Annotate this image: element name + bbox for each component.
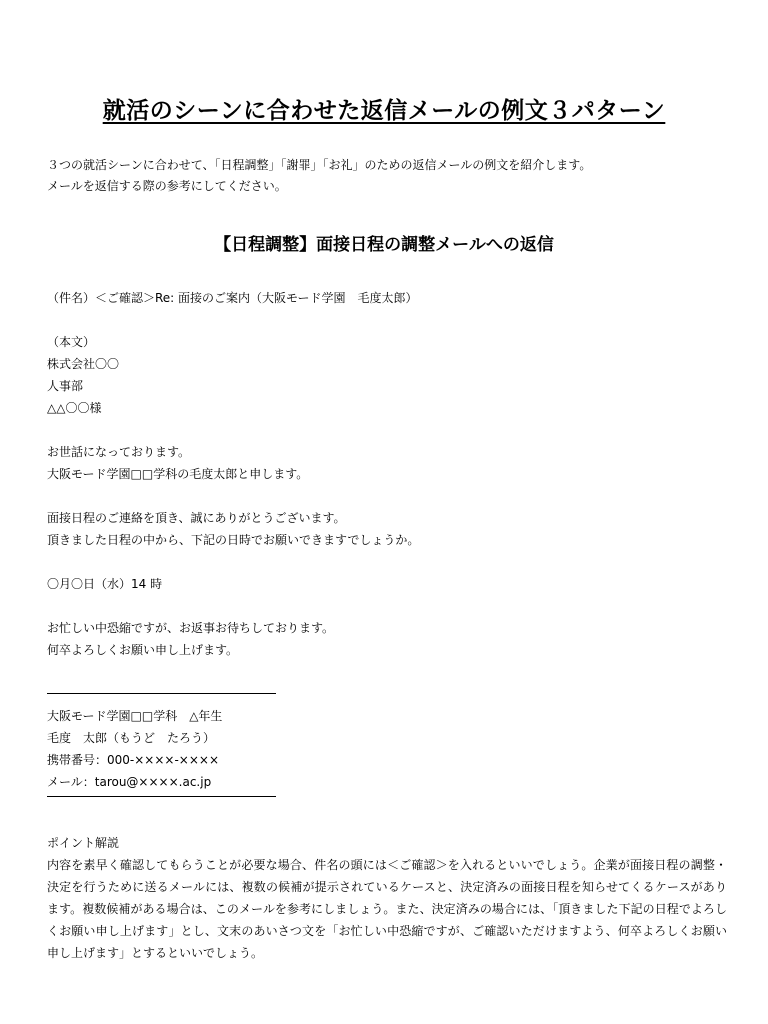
points-label: ポイント解説 bbox=[47, 836, 120, 850]
point-explanation bbox=[47, 832, 727, 964]
recipient-line: 株式会社〇〇 bbox=[47, 357, 120, 371]
email-example bbox=[47, 287, 727, 797]
intro-line: ３つの就活シーンに合わせて、「日程調整」「謝罪」「お礼」のための返信メールの例文を紹介します。 bbox=[47, 158, 592, 172]
section-heading: 【日程調整】面接日程の調整メールへの返信 bbox=[214, 235, 554, 255]
thanks-line: 面接日程のご連絡を頂き、誠にありがとうございます。 bbox=[47, 511, 346, 525]
closing-line: 何卒よろしくお願い申し上げます。 bbox=[47, 643, 239, 657]
points-text: 内容を素早く確認してもらうことが必要な場合、件名の頭には＜ご確認＞を入れるといいでしょう。企業が面接日程の調整・決定を行うために送るメールには、複数の候補が提示されているケースと、決定済みの面接日程を知らせてくるケースがあります。複数候補がある場合は、このメールを参考にしましょう。また、決定済みの場合には、「頂きました下記の日程でよろしくお願い申し上げます」とし、文末のあいさつ文を「お忙しい中恐縮ですが、ご確認いただけますよう、何卒よろしくお願い申し上げます」とするといいでしょう。 bbox=[47, 858, 727, 960]
page-title: 就活のシーンに合わせた返信メールの例文３パターン bbox=[102, 98, 666, 124]
thanks-line: 頂きました日程の中から、下記の日時でお願いできますでしょうか。 bbox=[47, 533, 420, 547]
email-subject: （件名）＜ご確認＞Re: 面接のご案内（大阪モード学園 毛度太郎） bbox=[47, 291, 418, 305]
signature-line: 携帯番号：000-××××-×××× bbox=[47, 753, 220, 767]
requested-datetime: 〇月〇日（水）14 時 bbox=[47, 577, 163, 591]
signature-divider-top bbox=[47, 693, 276, 694]
greeting-line: お世話になっております。 bbox=[47, 445, 191, 459]
body-label: （本文） bbox=[47, 335, 96, 349]
intro-line: メールを返信する際の参考にしてください。 bbox=[47, 179, 287, 193]
greeting-line: 大阪モード学園□□学科の毛度太郎と申します。 bbox=[47, 467, 309, 481]
closing-line: お忙しい中恐縮ですが、お返事お待ちしております。 bbox=[47, 621, 335, 635]
recipient-line: 人事部 bbox=[47, 379, 84, 393]
recipient-line: △△〇〇様 bbox=[47, 401, 102, 415]
signature-line: 大阪モード学園□□学科 △年生 bbox=[47, 709, 223, 723]
signature-divider-bottom bbox=[47, 796, 276, 797]
intro-text bbox=[47, 155, 591, 197]
signature-line: 毛度 太郎（もうど たろう） bbox=[47, 731, 216, 745]
signature-line: メール：tarou@××××.ac.jp bbox=[47, 775, 212, 789]
